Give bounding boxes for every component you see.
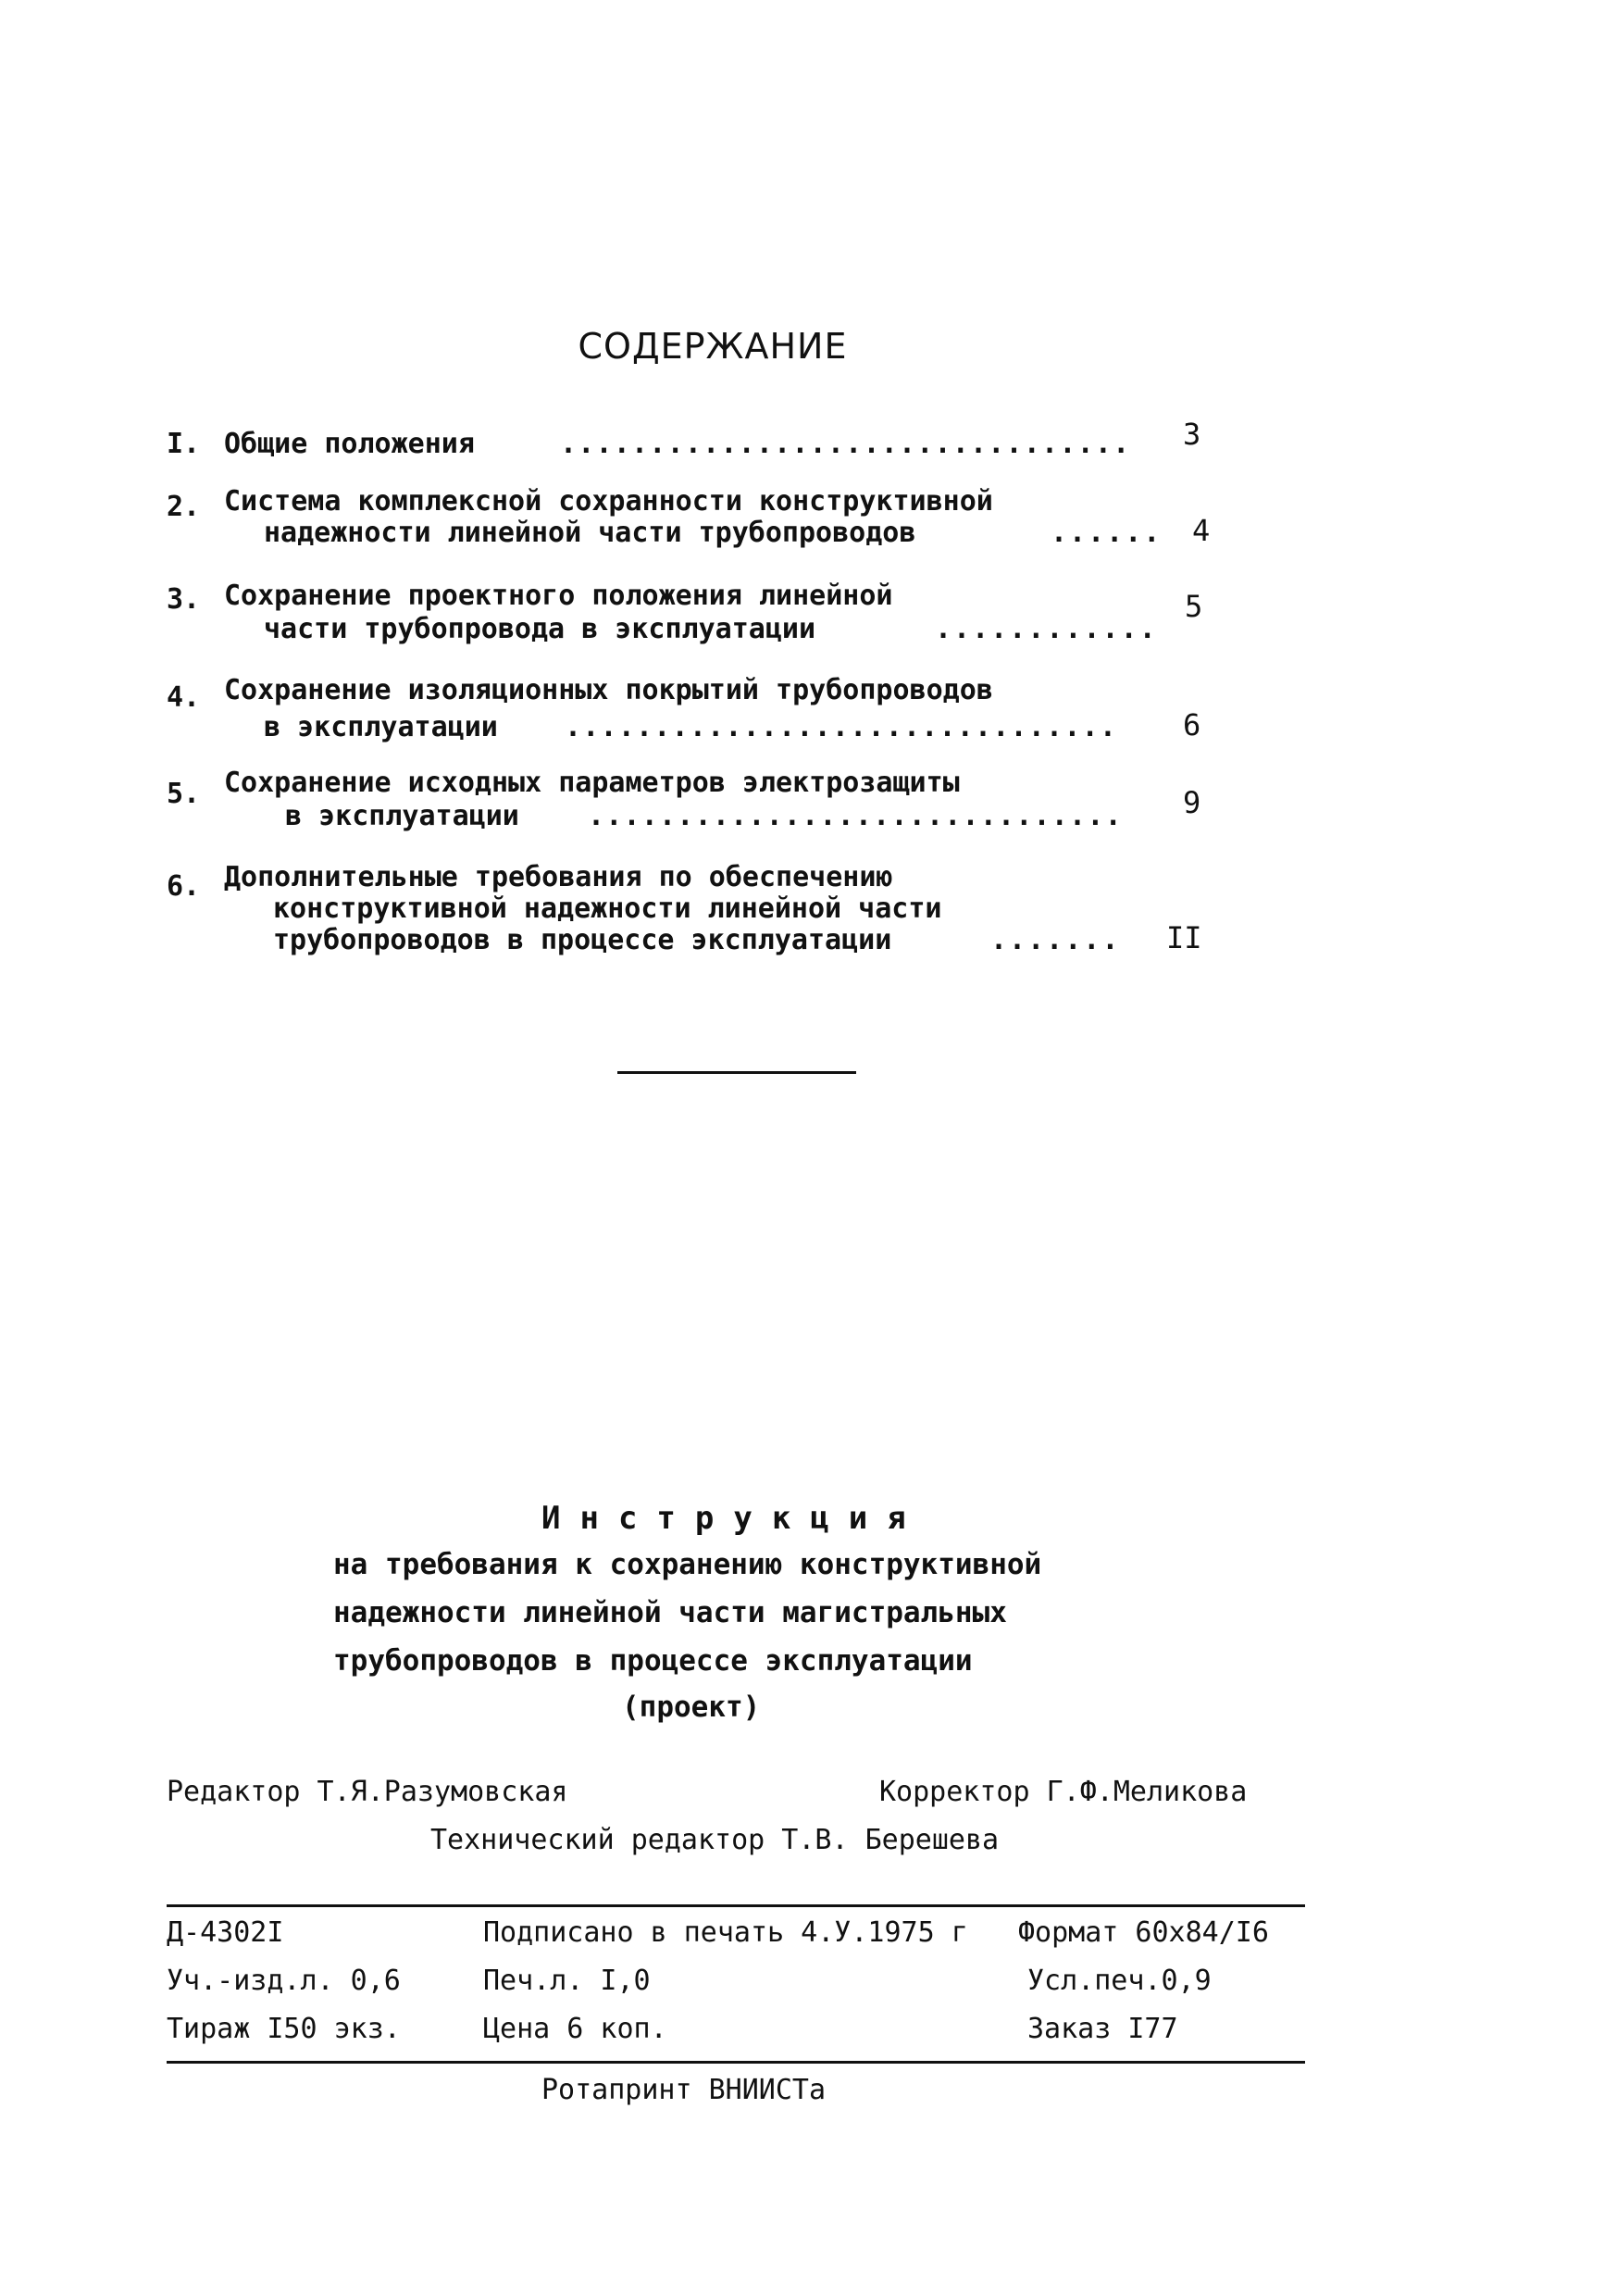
imprint-usl-pech: Усл.печ.0,9 <box>1027 1965 1212 1997</box>
corrector-credit: Корректор Г.Ф.Меликова <box>879 1776 1248 1808</box>
imprint-order: Заказ I77 <box>1027 2013 1178 2045</box>
toc-item-title: Дополнительные требования по обеспечению <box>224 861 893 893</box>
toc-page-number: II <box>1166 920 1202 955</box>
toc-item-title-cont: части трубопровода в эксплуатации <box>264 613 816 645</box>
toc-item-title: Общие положения <box>224 428 475 460</box>
imprint-printer: Ротапринт ВНИИСТа <box>541 2074 827 2106</box>
colophon-line: надежности линейной части магистральных <box>333 1596 1007 1629</box>
toc-item-title: Система комплексной сохранности конструктивной <box>224 485 993 518</box>
colophon-note: (проект) <box>622 1691 761 1724</box>
toc-item-title: Сохранение изоляционных покрытий трубопроводов <box>224 674 993 706</box>
toc-item-title-cont: в эксплуатации <box>285 800 519 832</box>
imprint-tirazh: Тираж I50 экз. <box>167 2013 401 2045</box>
section-divider <box>617 1071 856 1074</box>
toc-page-number: 5 <box>1185 589 1203 624</box>
toc-item-title-cont: в эксплуатации <box>264 711 498 743</box>
toc-item <box>167 580 1231 654</box>
toc-page-number: 3 <box>1183 417 1201 452</box>
imprint-price: Цена 6 коп. <box>483 2013 667 2045</box>
toc-item-number: 3. <box>167 583 201 616</box>
toc-item-title-cont: конструктивной надежности линейной части <box>273 892 942 925</box>
editor-credit: Редактор Т.Я.Разумовская <box>167 1776 568 1808</box>
toc-page-number: 4 <box>1192 513 1211 548</box>
toc-item-title-cont: трубопроводов в процессе эксплуатации <box>273 924 892 956</box>
toc-item <box>167 417 1231 465</box>
toc-leader-dots: ...... <box>1051 517 1163 549</box>
toc-item <box>167 485 1231 559</box>
toc-item-number: 6. <box>167 870 201 903</box>
colophon-title: Инструкция <box>541 1500 926 1537</box>
toc-leader-dots: .............................. <box>588 800 1123 832</box>
imprint-uch-izd: Уч.-изд.л. 0,6 <box>167 1965 401 1997</box>
imprint-signed: Подписано в печать 4.У.1975 г <box>483 1916 968 1949</box>
imprint-bottom-rule <box>167 2061 1305 2064</box>
toc-leader-dots: ....... <box>990 924 1121 956</box>
toc-item <box>167 674 1231 748</box>
imprint-top-rule <box>167 1904 1305 1907</box>
toc-item-number: 4. <box>167 681 201 714</box>
tech-editor-credit: Технический редактор Т.В. Берешева <box>430 1824 1000 1856</box>
toc-leader-dots: ................................ <box>560 428 1131 460</box>
toc-item-title: Сохранение проектного положения линейной <box>224 580 893 612</box>
toc-heading: СОДЕРЖАНИЕ <box>578 326 848 367</box>
toc-leader-dots: ............................... <box>565 711 1118 743</box>
toc-item-title-cont: надежности линейной части трубопроводов <box>264 517 916 549</box>
toc-item-number: I. <box>167 428 201 460</box>
toc-page-number: 9 <box>1183 785 1201 820</box>
imprint-code: Д-4302I <box>167 1916 284 1949</box>
toc-item <box>167 767 1231 841</box>
toc-leader-dots: ............ <box>935 613 1158 645</box>
toc-item-title: Сохранение исходных параметров электрозащиты <box>224 767 960 799</box>
colophon-line: на требования к сохранению конструктивной <box>333 1548 1042 1581</box>
toc-item <box>167 861 1231 972</box>
toc-page-number: 6 <box>1183 707 1201 742</box>
toc-item-number: 5. <box>167 778 201 810</box>
imprint-pech: Печ.л. I,0 <box>483 1965 651 1997</box>
imprint-format: Формат 60х84/I6 <box>1018 1916 1269 1949</box>
colophon-line: трубопроводов в процессе эксплуатации <box>333 1644 973 1678</box>
toc-item-number: 2. <box>167 491 201 523</box>
